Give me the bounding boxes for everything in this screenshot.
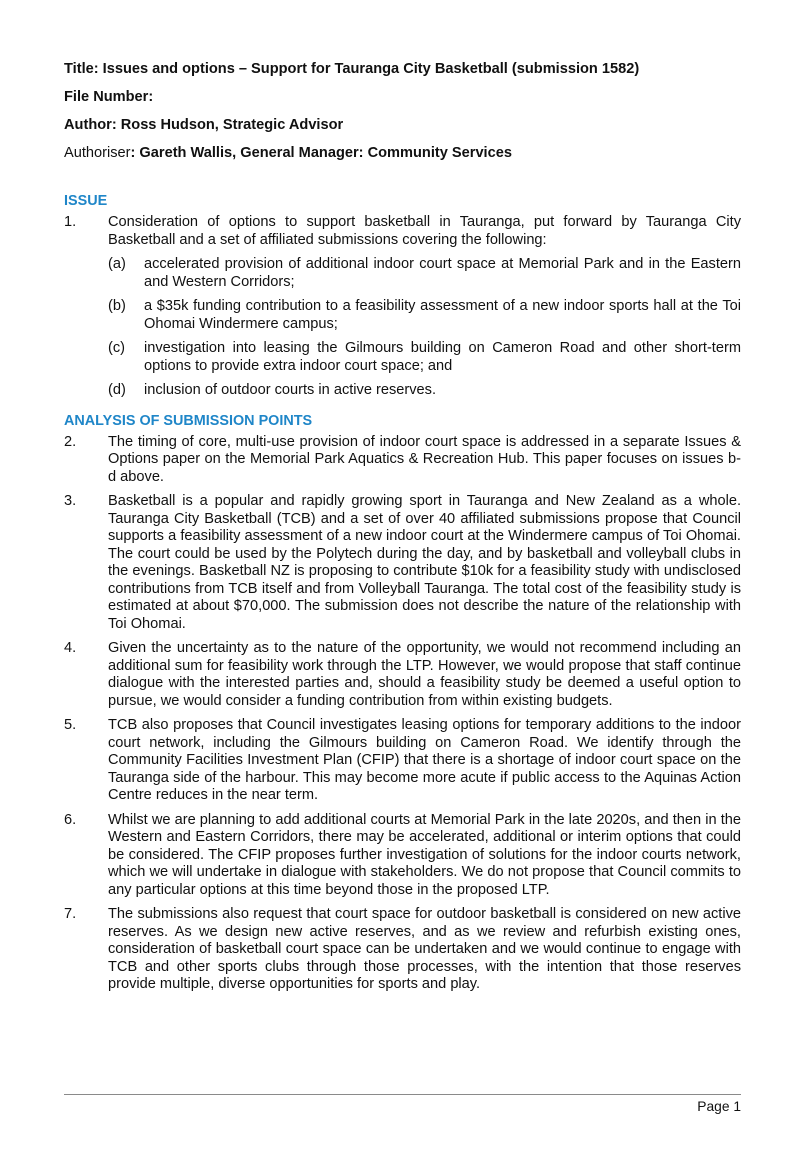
report-title: Title: Issues and options – Support for Tauranga City Basketball (submission 1582) (64, 61, 640, 77)
paragraph-number: 1. (64, 214, 77, 230)
list-item-text: inclusion of outdoor courts in active reserves. (144, 382, 437, 398)
footer-divider (64, 1094, 741, 1095)
paragraph-number: 4. (64, 640, 77, 656)
list-item-text: a $35k funding contribution to a feasibility assessment of a new indoor sports hall at the Toi Ohomai Windermere campus; (144, 298, 741, 332)
paragraph-4 (64, 640, 741, 710)
paragraph-7 (64, 906, 741, 994)
authoriser-value: : Gareth Wallis, General Manager: Community Services (130, 145, 512, 161)
list-item-label: (d) (108, 382, 126, 398)
paragraph-1 (64, 214, 741, 400)
paragraph-text: TCB also proposes that Council investigates leasing options for temporary additions to the indoor court network, including the Gilmours building on Cameron Road. We identify through the Community Facilities Investment Plan (CFIP) that there is a shortage of indoor court space on the Tauranga side of the harbour. This may become more acute if public access to the Aquinas Action Centre reduces in the near term. (108, 717, 741, 803)
authoriser-label: Authoriser (64, 145, 131, 161)
paragraph-number: 2. (64, 433, 77, 450)
paragraph-6 (64, 812, 741, 900)
list-item-a (108, 256, 741, 291)
list-item-label: (b) (108, 298, 126, 314)
author-line: Author: Ross Hudson, Strategic Advisor (64, 117, 344, 133)
paragraph-text: Whilst we are planning to add additional courts at Memorial Park in the late 2020s, and then in the Western and Eastern Corridors, there may be accelerated, additional or interim options that could be considered. The CFIP proposes further investigation of solutions for the indoor courts network, which we will undertake in dialogue with stakeholders. We do not propose that Council commits to any particular options at this time beyond those in the proposed LTP. (108, 811, 741, 898)
paragraph-text: The submissions also request that court space for outdoor basketball is considered on new active reserves. As we design new active reserves, and as we review and refurbish existing ones, consideration of basketball court space can be undertaken and we would continue to engage with TCB and other sports clubs through those processes, with the intention that those reserves provide multiple, diverse opportunities for sports and play. (108, 906, 741, 992)
paragraph-number: 7. (64, 906, 77, 922)
paragraph-number: 3. (64, 493, 77, 509)
list-item-d (108, 382, 741, 400)
paragraph-text: The timing of core, multi-use provision of indoor court space is addressed in a separate Issues & Options paper on the Memorial Park Aquatics & Recreation Hub. This paper focuses on issues b-d above. (108, 433, 741, 485)
list-item-text: accelerated provision of additional indoor court space at Memorial Park and in the Eastern and Western Corridors; (144, 256, 741, 290)
list-item-label: (c) (108, 340, 126, 356)
document-body (64, 60, 741, 1001)
file-number: File Number: (64, 89, 154, 105)
paragraph-number: 5. (64, 717, 77, 733)
page-number: Page 1 (697, 1099, 741, 1114)
paragraph-3 (64, 493, 741, 633)
issue-sub-list (108, 256, 741, 400)
paragraph-text: Consideration of options to support basketball in Tauranga, put forward by Tauranga City Basketball and a set of affiliated submissions covering the following: (108, 214, 741, 248)
list-item-label: (a) (108, 256, 126, 272)
list-item-text: investigation into leasing the Gilmours building on Cameron Road and other short-term options to provide extra indoor court space; and (144, 340, 741, 374)
authoriser-line (64, 144, 741, 162)
issue-heading: ISSUE (64, 193, 108, 209)
list-item-b (108, 298, 741, 333)
paragraph-2 (64, 434, 741, 487)
paragraph-5 (64, 717, 741, 805)
list-item-c (108, 340, 741, 375)
paragraph-number: 6. (64, 811, 77, 828)
paragraph-text: Basketball is a popular and rapidly growing sport in Tauranga and New Zealand as a whole. Tauranga City Basketball (TCB) and a set of over 40 affiliated submissions propose that Council supports a feasibility assessment of a new indoor court at the Windermere campus of Toi Ohomai. The court could be used by the Polytech during the day, and by basketball and volleyball clubs in the evenings. Basketball NZ is proposing to contribute $10k for a feasibility study with undisclosed contributions from TCB itself and from Volleyball Tauranga. The total cost of the feasibility study is estimated at about $70,000. The submission does not describe the nature of the relationship with Toi Ohomai. (108, 493, 741, 632)
analysis-heading: ANALYSIS OF SUBMISSION POINTS (64, 412, 313, 429)
paragraph-text: Given the uncertainty as to the nature of the opportunity, we would not recommend including an additional sum for feasibility work through the LTP. However, we would propose that staff continue dialogue with the interested parties and, should a feasibility study be deemed a useful option to pursue, we would consider a funding contribution from within existing budgets. (108, 640, 741, 709)
